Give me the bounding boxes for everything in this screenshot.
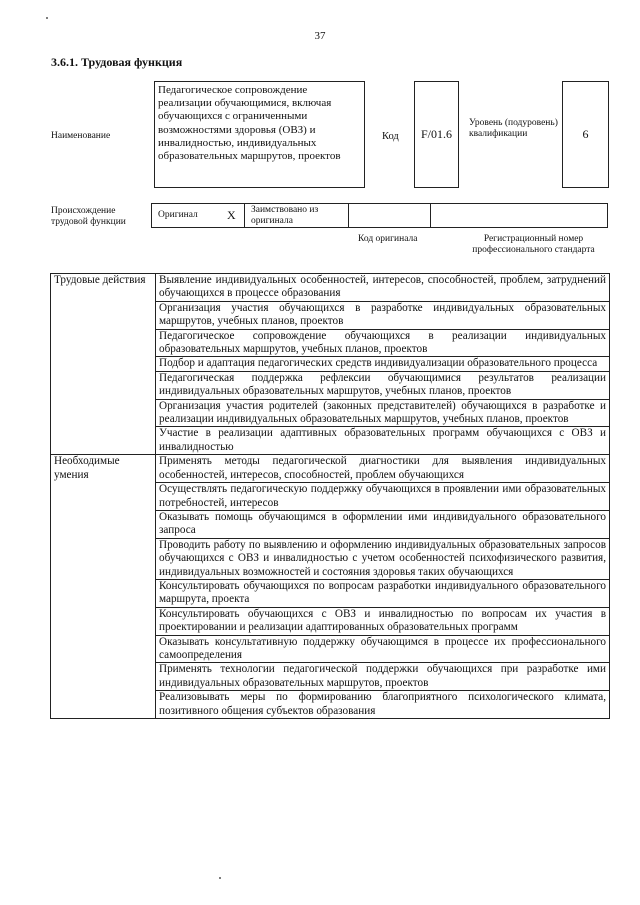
section-heading: 3.6.1. Трудовая функция xyxy=(51,55,183,69)
scan-speck xyxy=(46,17,48,19)
page-number: 37 xyxy=(314,30,326,42)
list-item: Подбор и адаптация педагогических средств индивидуализации образовательного процесса xyxy=(156,357,610,371)
code-original-cell xyxy=(349,204,431,227)
list-item: Организация участия родителей (законных представителей) обучающихся в разработке и реализации индивидуальных образовательных маршрутов, учебных планов, проектов xyxy=(156,399,610,427)
table-row xyxy=(51,455,610,483)
list-item: Участие в реализации адаптивных образовательных программ обучающихся с ОВЗ и инвалидностью xyxy=(156,427,610,455)
level-value: 6 xyxy=(582,127,589,141)
borrowed-label: Заимствовано из оригинала xyxy=(251,205,319,226)
function-name-box: Педагогическое сопровождение реализации обучающимися, включая обучающихся с ограниченными возможностями здоровья (ОВЗ) и инвалидностью, индивидуальных образовательных маршрутов, проектов xyxy=(154,81,365,188)
code-value-box xyxy=(414,81,459,188)
original-cell xyxy=(152,204,245,227)
list-item: Педагогическое сопровождение обучающихся в реализации индивидуальных образовательных маршрутов, учебных планов, проектов xyxy=(156,329,610,357)
code-label: Код xyxy=(382,131,399,142)
origin-label: Происхождение трудовой функции xyxy=(51,206,126,227)
list-item: Применять технологии педагогической поддержки обучающихся при разработке ими индивидуальных образовательных маршрутов, проектов xyxy=(156,663,610,691)
list-item: Организация участия обучающихся в разработке индивидуальных образовательных маршрутов, учебных планов, проектов xyxy=(156,301,610,329)
list-item: Консультировать обучающихся с ОВЗ и инвалидностью по вопросам их участия в проектировании и реализации адаптированных образовательных программ xyxy=(156,607,610,635)
list-item: Проводить работу по выявлению и оформлению индивидуальных образовательных запросов обучающихся с ОВЗ и инвалидностью с учетом особенностей психофизического развития, индивидуальных возможностей и состояния здоровья таких обучающихся xyxy=(156,538,610,579)
list-item: Оказывать консультативную поддержку обучающимся в процессе их профессионального самоопределения xyxy=(156,635,610,663)
section-title: Необходимые умения xyxy=(51,455,156,719)
list-item: Реализовывать меры по формированию благоприятного психологического климата, позитивного общения субъектов образования xyxy=(156,691,610,719)
list-item: Осуществлять педагогическую поддержку обучающихся в проявлении ими образовательных потребностей, интересов xyxy=(156,483,610,511)
code-original-caption: Код оригинала xyxy=(358,234,418,244)
requirements-table xyxy=(50,273,610,719)
origin-row xyxy=(151,203,608,228)
list-item: Выявление индивидуальных особенностей, интересов, способностей, проблем, затруднений обучающихся в процессе образования xyxy=(156,274,610,302)
reg-number-caption: Регистрационный номер профессионального стандарта xyxy=(472,234,595,255)
name-label: Наименование xyxy=(51,131,111,141)
borrowed-cell xyxy=(245,204,349,227)
list-item: Педагогическая поддержка рефлексии обучающимися результатов реализации индивидуальных образовательных маршрутов, учебных планов, проектов xyxy=(156,371,610,399)
level-value-box xyxy=(562,81,609,188)
original-mark: X xyxy=(227,208,236,222)
original-label: Оригинал xyxy=(158,210,198,220)
list-item: Оказывать помощь обучающимся в оформлении ими индивидуального образовательного запроса xyxy=(156,510,610,538)
reg-number-cell xyxy=(431,204,607,227)
scan-speck xyxy=(219,877,221,879)
table-row xyxy=(51,274,610,302)
section-title: Трудовые действия xyxy=(51,274,156,455)
code-value: F/01.6 xyxy=(420,127,452,141)
list-item: Применять методы педагогической диагностики для выявления индивидуальных особенностей, интересов, способностей, проблем обучающихся xyxy=(156,455,610,483)
list-item: Консультировать обучающихся по вопросам разработки индивидуального образовательного маршрута, проекта xyxy=(156,579,610,607)
level-label: Уровень (подуровень) квалификации xyxy=(469,118,558,139)
